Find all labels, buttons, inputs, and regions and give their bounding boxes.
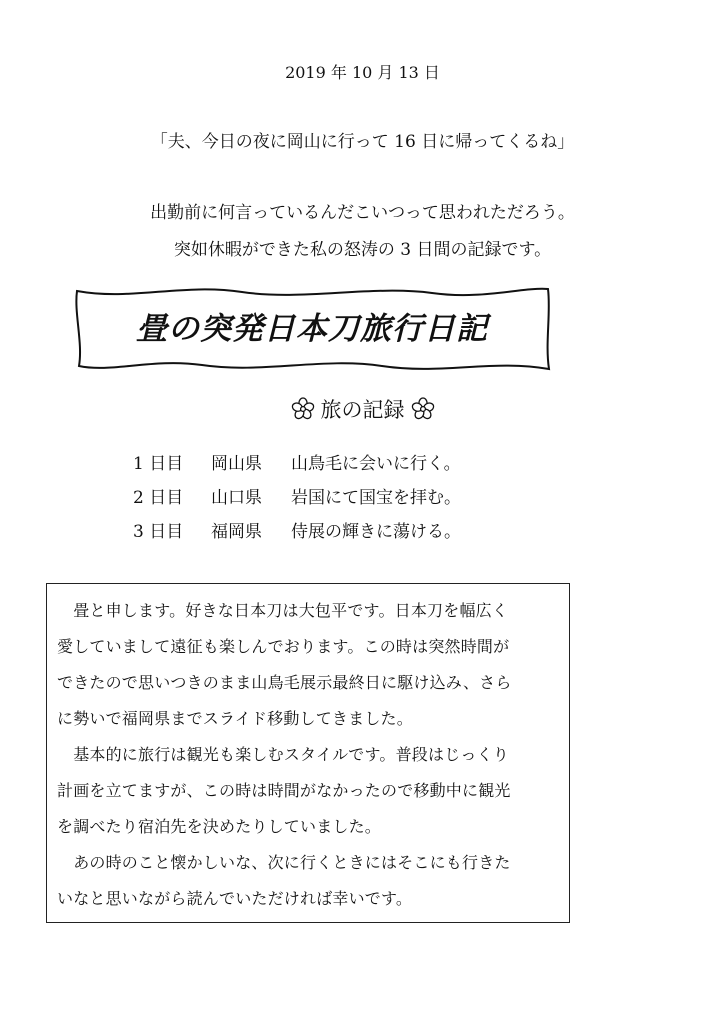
banner-title: 畳の突発日本刀旅行日記 [136,311,488,347]
section-heading-text: 旅の記録 [320,398,405,422]
description-box [46,583,570,923]
itinerary-activity: 侍展の輝きに蕩ける。 [291,522,461,542]
itinerary-day: 1 日目 [133,454,184,474]
itinerary-place: 福岡県 [211,522,262,542]
itinerary-day: 3 日目 [133,522,184,542]
flower-icon [411,397,435,421]
description-line: 計画を立てますが、この時は時間がなかったので移動中に観光 [57,781,511,800]
description-line: できたので思いつきのまま山鳥毛展示最終日に駆け込み、さら [57,673,512,692]
section-heading [0,394,725,424]
itinerary-place: 岡山県 [211,454,262,474]
description-line: あの時のこと懐かしいな、次に行くときにはそこにも行きた [57,853,511,872]
itinerary-place: 山口県 [211,488,262,508]
date-line: 2019 年 10 月 13 日 [285,63,440,82]
intro-line-2: 突如休暇ができた私の怒涛の 3 日間の記録です。 [173,240,552,260]
itinerary-row [133,521,461,543]
title-banner [72,283,552,375]
itinerary-row [133,487,461,509]
itinerary-activity: 岩国にて国宝を拝む。 [291,488,461,508]
intro-line-1: 出勤前に何言っているんだこいつって思われただろう。 [150,203,575,223]
description-line: 愛していまして遠征も楽しんでおります。この時は突然時間が [57,637,510,656]
description-line: いなと思いながら読んでいただければ幸いです。 [57,889,413,908]
quote-line: 「夫、今日の夜に岡山に行って 16 日に帰ってくるね」 [150,132,575,152]
itinerary-activity: 山鳥毛に会いに行く。 [291,454,461,474]
description-line: 畳と申します。好きな日本刀は大包平です。日本刀を幅広く [57,601,509,620]
itinerary-row [133,453,461,475]
description-line: 基本的に旅行は観光も楽しむスタイルです。普段はじっくり [57,745,510,764]
description-line: を調べたり宿泊先を決めたりしていました。 [57,817,382,836]
flower-icon [291,397,315,421]
description-line: に勢いで福岡県までスライド移動してきました。 [57,709,413,728]
itinerary-day: 2 日目 [133,488,184,508]
